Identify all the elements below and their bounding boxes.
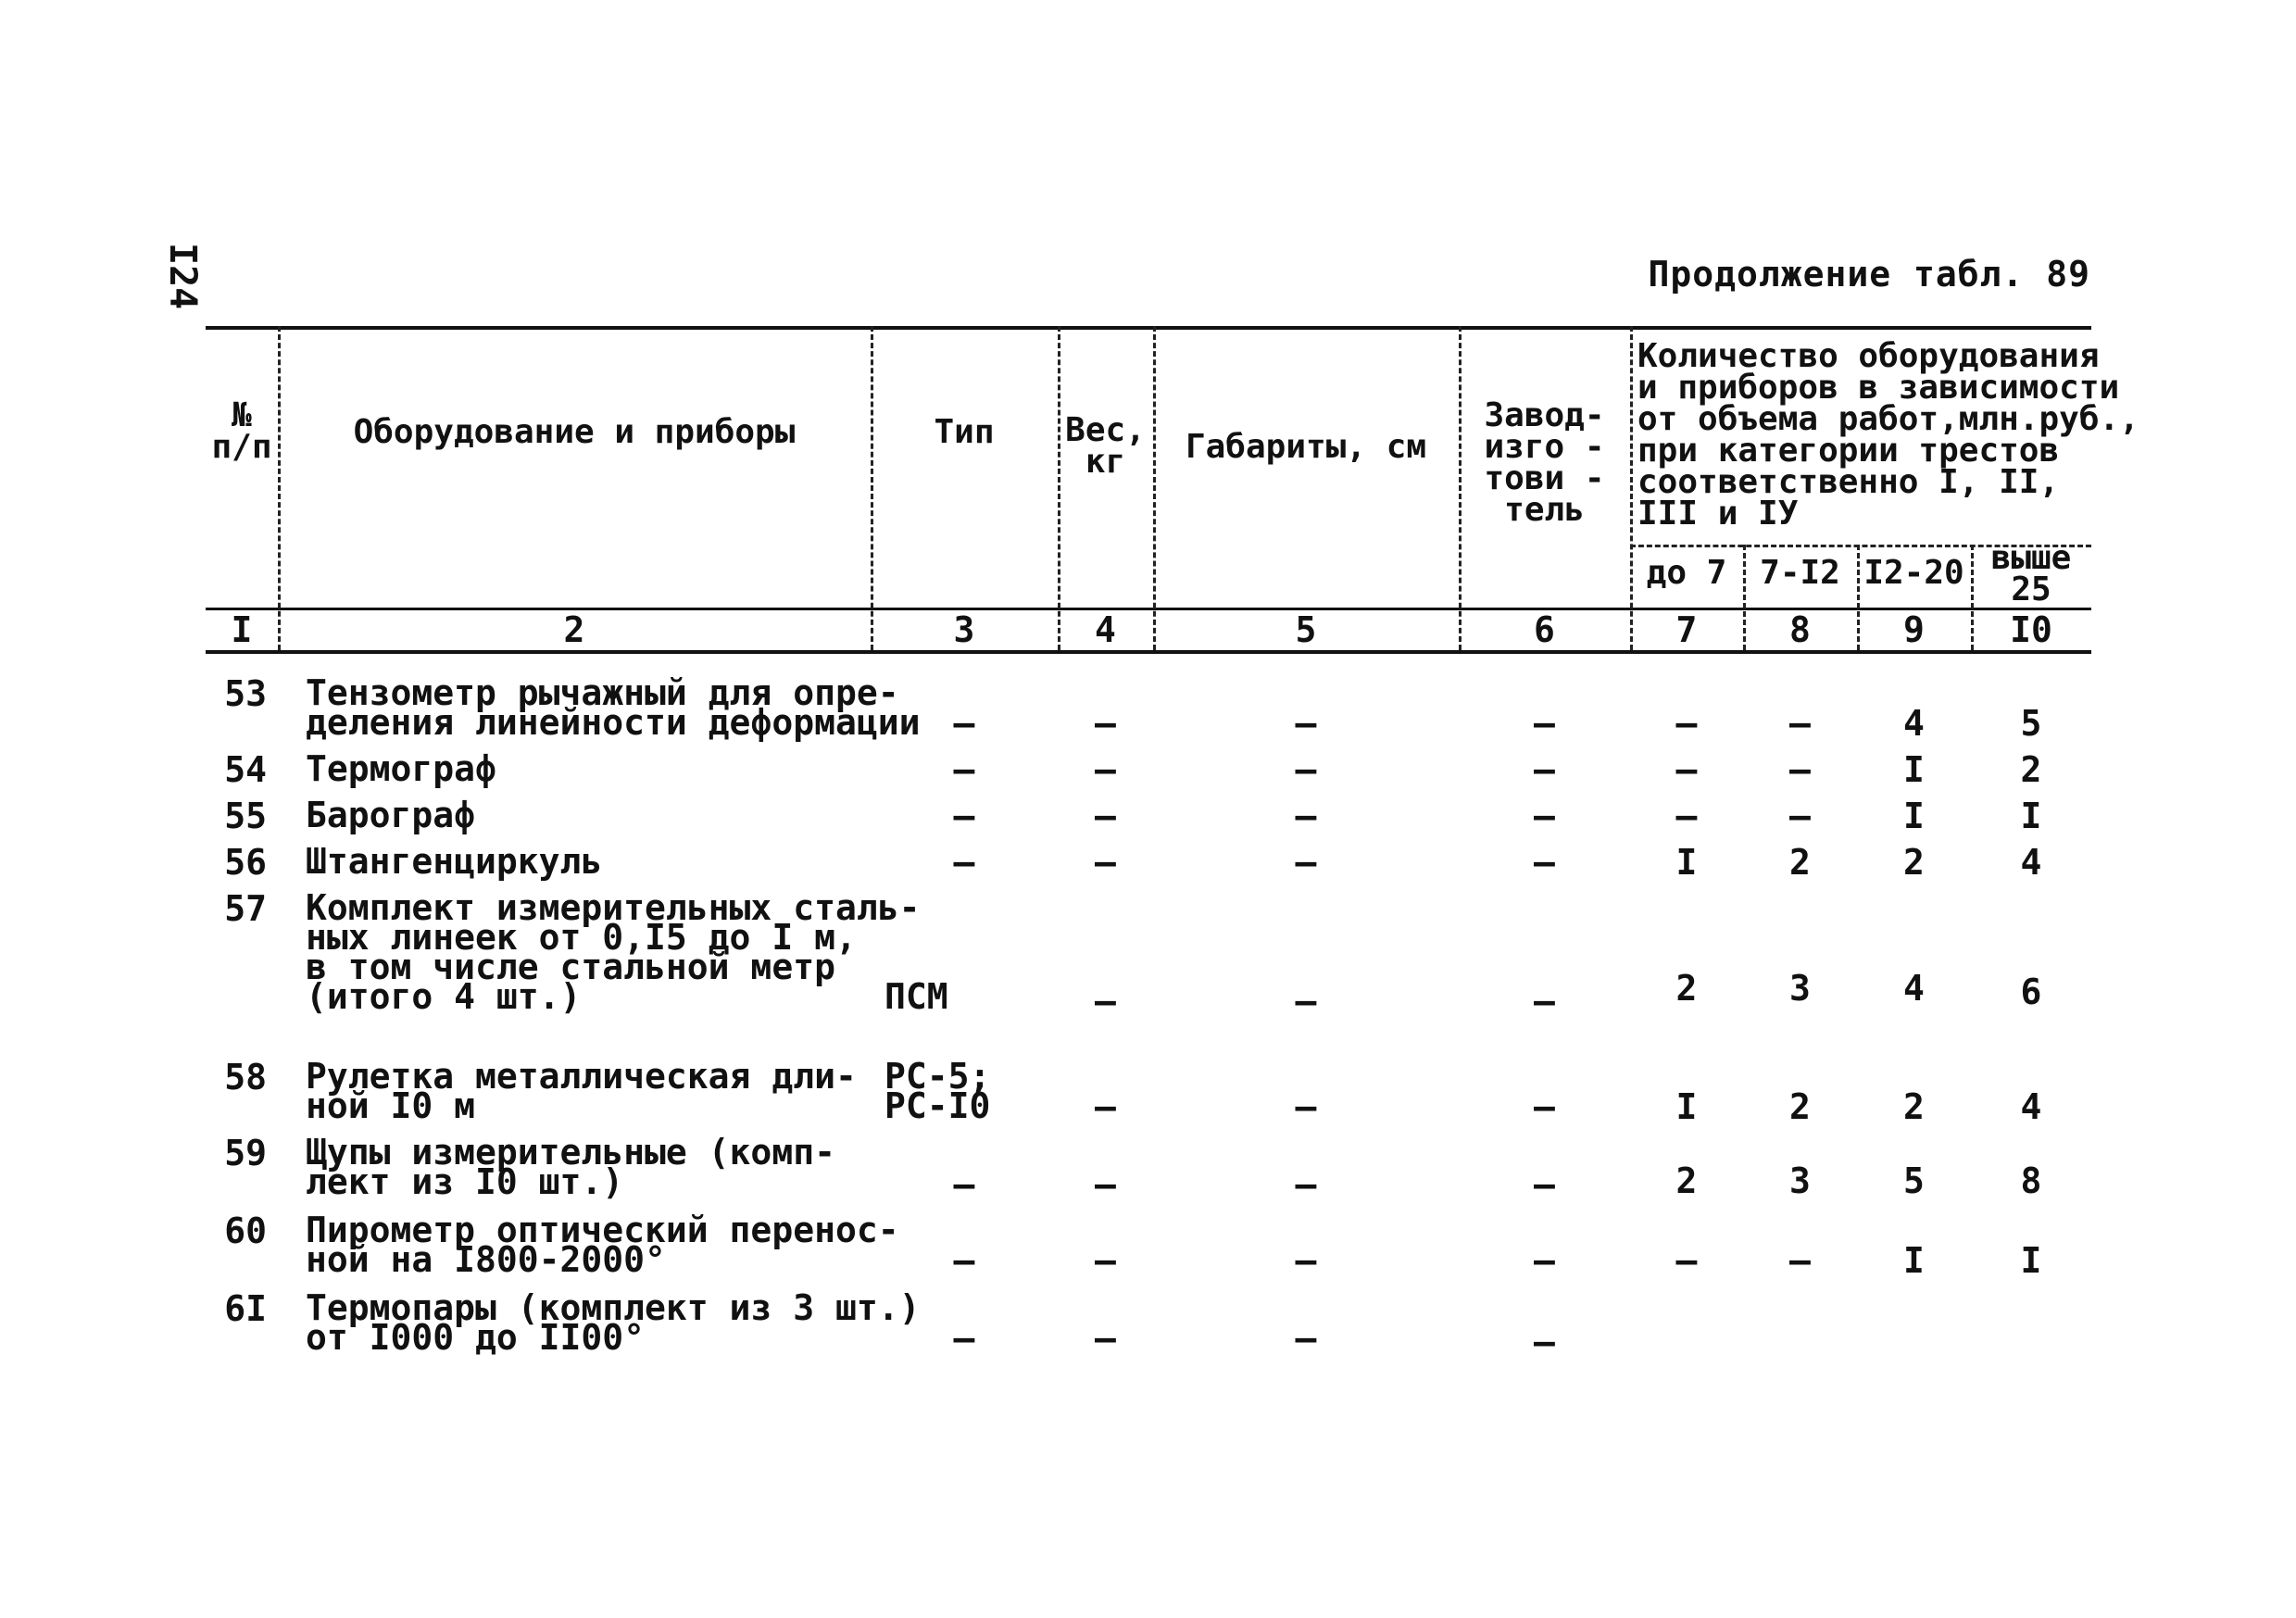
col-divider-3 [1058, 326, 1060, 650]
colnum-9: 9 [1903, 609, 1925, 650]
header-weight: Вес, кг [1065, 411, 1146, 481]
row-qty-3: 4 [1903, 968, 1925, 1009]
row-qty-2: – [1789, 1240, 1811, 1281]
row-maker: – [1534, 1086, 1555, 1127]
row-qty-1: I [1675, 1086, 1698, 1127]
row-qty-4: 6 [2020, 972, 2042, 1012]
row-qty-2: 2 [1789, 1086, 1811, 1127]
row-dims: – [1295, 749, 1317, 790]
colnum-6: 6 [1534, 609, 1555, 650]
row-number: 56 [224, 842, 267, 883]
row-dims: – [1295, 1240, 1317, 1281]
row-maker: – [1534, 981, 1555, 1022]
header-sub-1: до 7 [1646, 554, 1727, 592]
header-sub-4: выше 25 [1990, 539, 2072, 608]
row-maker: – [1534, 842, 1555, 883]
colnum-1: I [231, 609, 253, 650]
row-qty-4: 2 [2020, 749, 2042, 790]
row-dims: – [1295, 1318, 1317, 1359]
row-qty-1: – [1675, 796, 1698, 836]
header-quantity: Количество оборудования и приборов в зависимости от объема работ,млн.руб., при категории трестов соответственно I, II, III и IУ [1637, 337, 2139, 533]
header-num: № п/п [211, 396, 272, 466]
row-type: – [953, 842, 975, 883]
row-dims: – [1295, 1086, 1317, 1127]
colnum-8: 8 [1789, 609, 1811, 650]
row-name: Щупы измерительные (комп- лект из I0 шт.) [306, 1132, 835, 1202]
colnum-7: 7 [1675, 609, 1698, 650]
col-divider-4 [1153, 326, 1156, 650]
row-qty-2: – [1789, 796, 1811, 836]
row-type: – [953, 749, 975, 790]
header-dims: Габариты, см [1185, 428, 1427, 466]
colnum-3: 3 [953, 609, 975, 650]
colnum-5: 5 [1295, 609, 1317, 650]
row-qty-4: 4 [2020, 842, 2042, 883]
col-divider-1 [278, 326, 281, 650]
row-qty-3: 2 [1903, 1086, 1925, 1127]
row-dims: – [1295, 1164, 1317, 1205]
row-qty-4: 8 [2020, 1160, 2042, 1201]
row-weight: – [1095, 749, 1116, 790]
row-name: Пирометр оптический перенос- ной на I800-2000° [306, 1210, 899, 1280]
table-top-rule [206, 326, 2091, 330]
colnum-10: I0 [2010, 609, 2052, 650]
row-qty-4: I [2020, 796, 2042, 836]
row-maker: – [1534, 1240, 1555, 1281]
row-qty-1: – [1675, 1240, 1698, 1281]
header-maker: Завод- изго - тови - тель [1484, 396, 1605, 529]
row-number: 54 [224, 749, 267, 790]
row-type: – [953, 1318, 975, 1359]
row-qty-3: I [1903, 749, 1925, 790]
colnum-bottom-rule [206, 650, 2091, 654]
row-qty-3: I [1903, 1240, 1925, 1281]
row-qty-2: – [1789, 749, 1811, 790]
row-type: – [953, 1240, 975, 1281]
row-qty-2: 3 [1789, 1160, 1811, 1201]
row-name: Барограф [306, 795, 476, 835]
row-qty-1: – [1675, 703, 1698, 744]
row-qty-4: 5 [2020, 703, 2042, 744]
row-number: 53 [224, 673, 267, 714]
row-maker: – [1534, 796, 1555, 836]
row-number: 55 [224, 796, 267, 836]
row-weight: – [1095, 1164, 1116, 1205]
row-maker: – [1534, 1164, 1555, 1205]
row-qty-3: 2 [1903, 842, 1925, 883]
row-type: – [953, 1164, 975, 1205]
row-qty-2: – [1789, 703, 1811, 744]
row-type: – [953, 703, 975, 744]
row-weight: – [1095, 703, 1116, 744]
row-name: Тензометр рычажный для опре- деления линейности деформации [306, 672, 921, 743]
row-qty-1: – [1675, 749, 1698, 790]
col-divider-2 [871, 326, 873, 650]
row-type: РС-5; РС-I0 [885, 1056, 991, 1126]
col-divider-6 [1630, 326, 1633, 650]
row-number: 58 [224, 1057, 267, 1097]
row-name: Термограф [306, 748, 496, 789]
row-number: 60 [224, 1210, 267, 1251]
page-number: I24 [161, 243, 204, 310]
row-weight: – [1095, 1240, 1116, 1281]
header-sub-2: 7-I2 [1760, 554, 1840, 592]
row-dims: – [1295, 703, 1317, 744]
row-weight: – [1095, 1086, 1116, 1127]
row-type: – [953, 796, 975, 836]
row-name: Комплект измерительных сталь- ных линеек от 0,I5 до I м, в том числе стальной метр (итого 4 шт.) [306, 887, 921, 1017]
table-caption: Продолжение табл. 89 [1648, 254, 2090, 295]
row-dims: – [1295, 842, 1317, 883]
row-number: 57 [224, 888, 267, 929]
row-qty-2: 2 [1789, 842, 1811, 883]
row-type: ПСМ [885, 976, 948, 1017]
row-name: Штангенциркуль [306, 841, 603, 882]
row-qty-2: 3 [1789, 968, 1811, 1009]
row-qty-4: I [2020, 1240, 2042, 1281]
row-maker: – [1534, 703, 1555, 744]
row-dims: – [1295, 981, 1317, 1022]
row-qty-1: 2 [1675, 968, 1698, 1009]
row-name: Термопары (комплект из 3 шт.) от I000 до II00° [306, 1287, 921, 1358]
row-maker: – [1534, 1322, 1555, 1362]
row-weight: – [1095, 981, 1116, 1022]
row-name: Рулетка металлическая дли- ной I0 м [306, 1056, 857, 1126]
row-dims: – [1295, 796, 1317, 836]
row-maker: – [1534, 749, 1555, 790]
row-qty-1: I [1675, 842, 1698, 883]
colnum-2: 2 [563, 609, 585, 650]
row-qty-4: 4 [2020, 1086, 2042, 1127]
colnum-4: 4 [1095, 609, 1116, 650]
header-name: Оборудование и приборы [353, 413, 796, 451]
row-number: 6I [224, 1288, 267, 1329]
row-qty-3: 5 [1903, 1160, 1925, 1201]
row-qty-1: 2 [1675, 1160, 1698, 1201]
row-weight: – [1095, 842, 1116, 883]
header-sub-3: I2-20 [1863, 554, 1964, 592]
row-number: 59 [224, 1133, 267, 1173]
row-qty-3: 4 [1903, 703, 1925, 744]
row-qty-3: I [1903, 796, 1925, 836]
header-type: Тип [934, 413, 995, 451]
row-weight: – [1095, 796, 1116, 836]
row-weight: – [1095, 1318, 1116, 1359]
